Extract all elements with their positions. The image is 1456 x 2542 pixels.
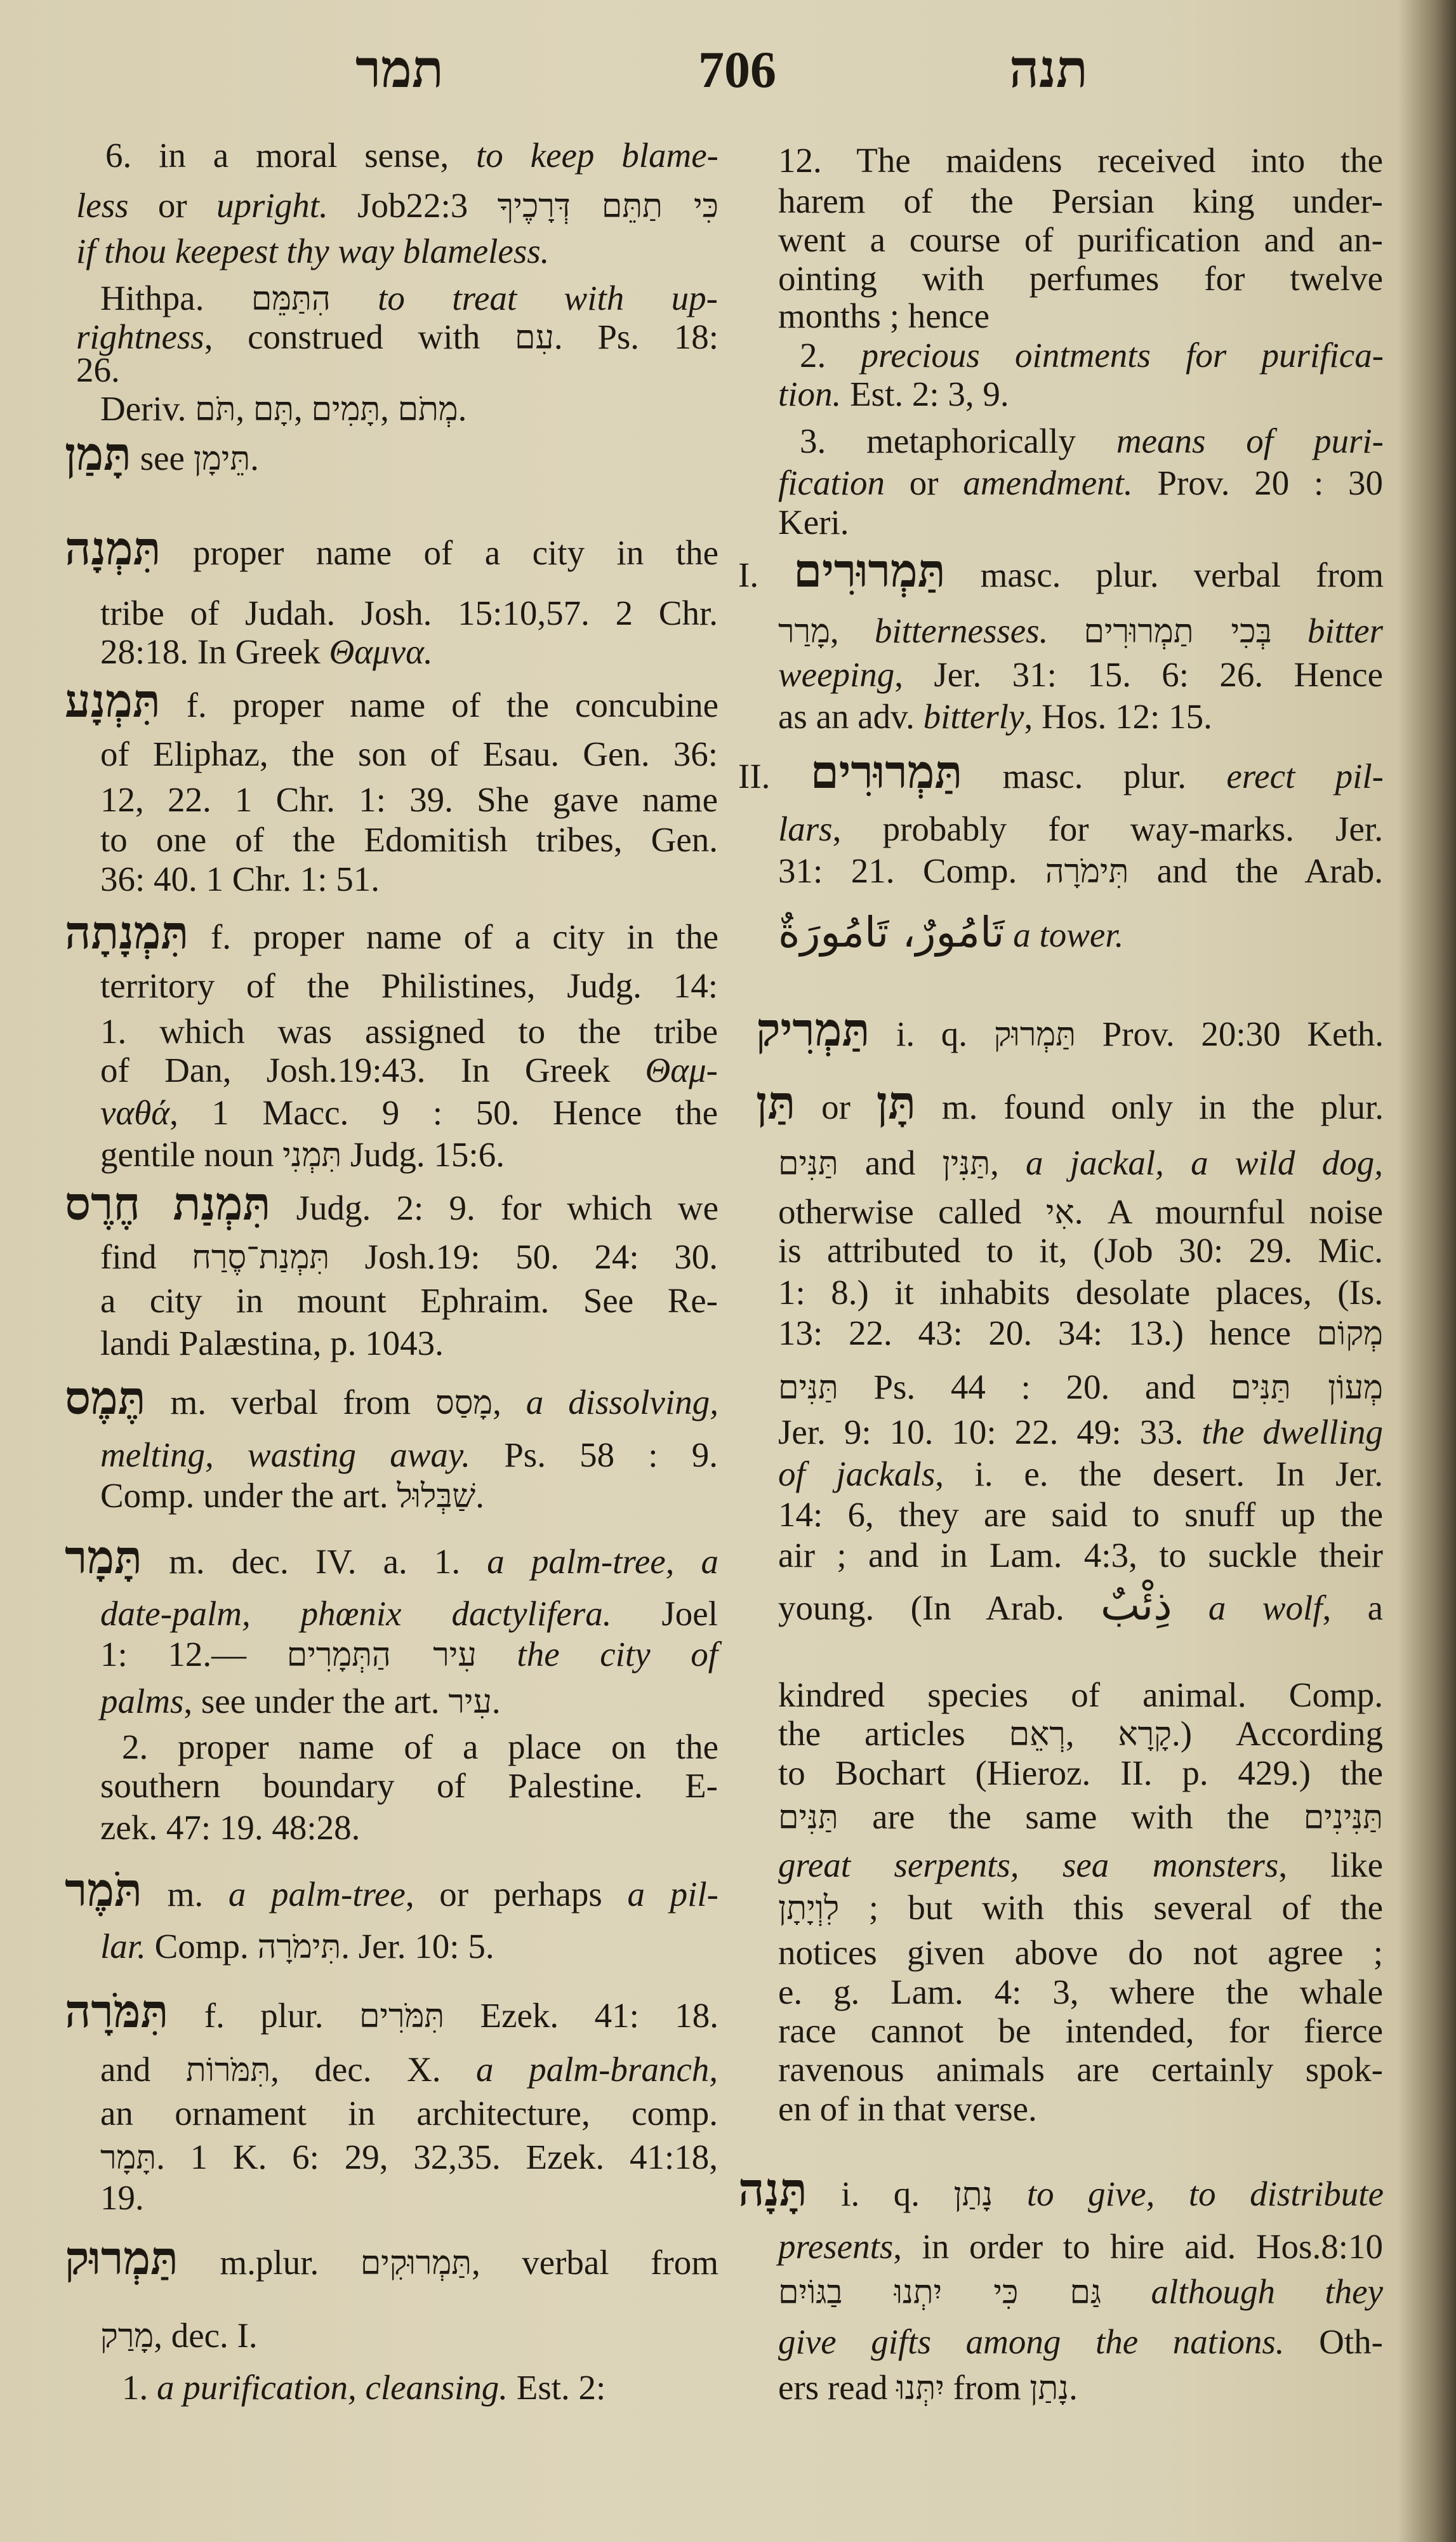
text: . — [458, 389, 467, 428]
text: f. plur. — [168, 1996, 359, 2035]
hebrew-text: תָּם — [253, 390, 294, 429]
hebrew-text: הִתַּמֵּם — [251, 280, 331, 318]
text: , — [294, 389, 312, 428]
left-column-line — [100, 383, 718, 434]
text: Comp. under the art. — [100, 1476, 397, 1515]
text: went a course of purification and an- — [778, 220, 1383, 259]
left-column-line — [100, 2173, 718, 2223]
italic-text: a palm-branch, — [476, 2050, 718, 2089]
headword: תָּמַן — [65, 427, 131, 481]
italic-text: a dissolving, — [526, 1383, 718, 1421]
text: , — [830, 611, 875, 650]
text: territory of the Philistines, Judg. 14: — [100, 966, 718, 1005]
text: Josh.19: 50. 24: 30. — [329, 1237, 718, 1276]
text: m. dec. IV. a. 1. — [142, 1542, 487, 1581]
text: 19. — [100, 2178, 144, 2217]
left-column-line — [65, 429, 718, 479]
text: young. (In Arab. — [778, 1588, 1101, 1627]
text: f. proper name of the concubine — [160, 686, 718, 724]
text: 1. which was assigned to the tribe — [100, 1012, 718, 1051]
hebrew-text: כִּי תַתֵּם דְּרָכֶיךָ — [497, 187, 718, 225]
text: southern boundary of Palestine. E- — [100, 1766, 718, 1805]
hebrew-text: תֹּם — [195, 390, 236, 429]
text: Judg. 15:6. — [341, 1135, 505, 1174]
text: otherwise called — [778, 1192, 1046, 1231]
italic-text: less — [76, 186, 129, 225]
hebrew-text: עִם — [515, 319, 554, 357]
hebrew-text: תִּמֹּרִים — [359, 1997, 445, 2035]
hebrew-text: לִוְיָתָן — [778, 1889, 840, 1927]
text: as an adv. — [778, 697, 923, 736]
text: I. — [738, 556, 794, 594]
left-column-line — [65, 1178, 718, 1229]
right-column-line — [738, 2164, 1384, 2215]
left-column-line — [65, 523, 718, 574]
italic-text: a palm-tree — [228, 1875, 406, 1913]
text: f. proper name of a city in the — [189, 917, 718, 956]
italic-text: bitternesses. — [874, 611, 1049, 650]
hebrew-text: עִיר — [448, 1683, 492, 1721]
italic-text: means of puri- — [1116, 422, 1384, 460]
text: 1. — [122, 2368, 157, 2407]
text: proper name of a city in the — [161, 533, 718, 572]
text — [1048, 611, 1083, 650]
text: , probably for way-marks. Jer. — [832, 809, 1383, 848]
headword: תַּמְרוּק — [65, 2231, 178, 2285]
italic-text: a palm-tree, a — [487, 1542, 718, 1581]
text: , a — [1322, 1588, 1384, 1627]
text: or — [128, 186, 217, 225]
right-column-line — [778, 907, 1383, 958]
left-column-line — [100, 1802, 718, 1853]
left-column-line — [100, 2044, 718, 2095]
italic-text: if thou keepest thy way blameless. — [76, 232, 550, 270]
right-column-line — [778, 2317, 1383, 2367]
text: , like — [1278, 1846, 1383, 1884]
left-column-line — [100, 627, 718, 677]
italic-text: tion. — [778, 375, 842, 413]
text: Deriv. — [100, 389, 195, 428]
italic-text: bitter — [1271, 611, 1383, 650]
left-column-line — [100, 961, 718, 1011]
left-column-line — [100, 1676, 718, 1727]
text: II. — [738, 757, 811, 795]
headword: תֹּמֶר — [65, 1863, 142, 1917]
text: 3. metaphorically — [800, 422, 1116, 460]
text: Ezek. 41: 18. — [444, 1996, 718, 2035]
text: , dec. I. — [154, 2316, 258, 2355]
italic-text: to keep blame- — [476, 136, 718, 175]
text: en of in that verse. — [778, 2089, 1037, 2128]
text: Est. 2: — [508, 2368, 606, 2407]
text: 1: 8.) it inhabits desolate places, (Is. — [778, 1273, 1383, 1312]
italic-text: bitterly — [923, 697, 1024, 736]
italic-text: date-palm, phœnix dactylifera. — [100, 1594, 612, 1633]
right-column-line — [778, 1792, 1383, 1842]
hebrew-text: קָרָא — [1118, 1715, 1172, 1753]
right-column-line — [778, 2266, 1383, 2317]
italic-text: the city of — [476, 1635, 718, 1674]
italic-text: erect pil- — [1226, 757, 1384, 795]
left-column-line — [100, 1629, 718, 1680]
left-column-line — [100, 2088, 718, 2139]
italic-text: to treat with up- — [330, 279, 718, 317]
italic-text: a wolf — [1172, 1588, 1323, 1627]
text: masc. plur. verbal from — [945, 556, 1384, 594]
headword: תִּמְנָע — [65, 674, 161, 728]
italic-text: of jackals — [778, 1454, 936, 1493]
text: 31: 21. Comp. — [778, 851, 1045, 890]
text: , in order to hire aid. Hos.8:10 — [893, 2227, 1383, 2266]
right-column-line — [778, 1308, 1383, 1359]
text: , Jer. 31: 15. 6: 26. Hence — [894, 655, 1383, 694]
text: m. verbal from — [145, 1383, 436, 1421]
text: and — [100, 2050, 186, 2089]
italic-text: upright. — [216, 186, 328, 225]
right-column-line — [778, 1530, 1383, 1581]
italic-text: a pil- — [627, 1875, 718, 1913]
text: . Ps. 18: — [553, 317, 718, 356]
text: 2. — [800, 336, 861, 375]
text: . — [250, 439, 259, 477]
hebrew-text: רְאֵם — [1009, 1715, 1066, 1753]
text: . — [475, 1476, 484, 1515]
text: , — [380, 389, 398, 428]
hebrew-text: תִּימֹרָה — [1045, 853, 1129, 891]
text: to one of the Edomitish tribes, Gen. — [100, 820, 718, 859]
left-column-line — [65, 2233, 718, 2284]
hebrew-text: אִי — [1045, 1194, 1075, 1232]
text: . — [1069, 2368, 1078, 2407]
italic-text: great serpents, sea monsters — [778, 1846, 1279, 1884]
hebrew-text: תִּימֹרָה — [257, 1928, 341, 1966]
hebrew-text: נָתַן — [1029, 2369, 1069, 2407]
left-column-line — [100, 1232, 718, 1282]
hebrew-text: תִּמְנַת־סֶרַח — [192, 1239, 330, 1277]
hebrew-text: מְתֹם — [397, 390, 458, 429]
text: , dec. X. — [270, 2050, 477, 2089]
running-head-left: תמר — [355, 41, 444, 98]
text: months ; hence — [778, 296, 989, 335]
italic-text: fication — [778, 463, 885, 502]
headword: תָּנָה — [738, 2162, 807, 2216]
headword: תֶּמֶס — [65, 1371, 146, 1425]
italic-text: Θαμ- — [645, 1051, 718, 1089]
text: from — [944, 2368, 1030, 2407]
hebrew-text: תַּנִּים — [778, 1799, 838, 1837]
text: masc. plur. — [962, 757, 1227, 795]
text: a city in mount Ephraim. See Re- — [100, 1281, 718, 1320]
hebrew-text: מָסַס — [435, 1384, 493, 1422]
left-column-line — [100, 1470, 718, 1521]
text: landi Palæstina, p. 1043. — [100, 1324, 444, 1362]
left-column-line — [100, 1129, 718, 1180]
hebrew-text: גַּם כִּי יִתְנוּ בַגּוֹיִם — [778, 2273, 1102, 2312]
text: and the Arab. — [1128, 851, 1384, 890]
text: , construed with — [204, 317, 515, 356]
headword: תָּמָר — [65, 1530, 142, 1584]
left-column-line — [100, 1921, 718, 1972]
right-column-line — [778, 1882, 1383, 1933]
headword: תִּמְנַת חֶרֶס — [65, 1176, 271, 1230]
left-column-line — [76, 180, 718, 231]
arabic-text: تَامُورٌ، تَامُورَةٌ — [778, 908, 1005, 957]
right-column-line — [778, 1362, 1383, 1413]
text: kindred species of animal. Comp. — [778, 1675, 1383, 1714]
italic-text: although they — [1101, 2272, 1383, 2311]
text: 6. in a moral sense, — [105, 136, 476, 175]
italic-text: a tower. — [1004, 915, 1124, 954]
text: i. q. — [807, 2174, 954, 2213]
left-column-line — [76, 226, 718, 277]
text: ointing with perfumes for twelve — [778, 259, 1383, 298]
left-column-line — [65, 1373, 718, 1423]
hebrew-text: תַּנִּים — [778, 1369, 838, 1407]
text: 36: 40. 1 Chr. 1: 51. — [100, 860, 380, 898]
left-column-line — [100, 2310, 718, 2361]
text: Joel — [611, 1594, 718, 1633]
text: Ps. 44 : 20. and — [838, 1367, 1231, 1406]
text: Est. 2: 3, 9. — [841, 375, 1009, 413]
italic-text: amendment. — [963, 463, 1133, 502]
text: 14: 6, they are said to snuff up the — [778, 1495, 1383, 1534]
hebrew-text: מְעוֹן תַּנִּים — [1231, 1369, 1383, 1407]
left-column-line — [122, 2362, 718, 2413]
hebrew-text: מְקוֹם — [1316, 1315, 1383, 1353]
page-number: 706 — [698, 41, 776, 98]
right-column-line — [778, 497, 1383, 548]
headword: תִּמֹּרָה — [65, 1984, 169, 2038]
right-column-line — [778, 606, 1383, 656]
left-column-line — [65, 675, 718, 726]
hebrew-text: תָּמָר — [100, 2139, 157, 2177]
text: Comp. — [145, 1927, 258, 1966]
text: Prov. 20 : 30 — [1132, 463, 1383, 502]
hebrew-text: שַׁבְּלוּל — [397, 1477, 476, 1515]
text: 1: 12.— — [100, 1635, 287, 1674]
text: of Eliphaz, the son of Esau. Gen. 36: — [100, 735, 718, 773]
hebrew-text: תֵּימָן — [193, 440, 251, 478]
left-column-line — [105, 130, 718, 181]
text: . A mournful noise — [1074, 1192, 1383, 1231]
italic-text: lar. — [100, 1927, 146, 1966]
text: , or perhaps — [405, 1875, 628, 1913]
text: i. q. — [870, 1015, 994, 1053]
text: ravenous animals are certainly spok- — [778, 2050, 1383, 2089]
headword: תָּן — [876, 1075, 917, 1129]
text: harem of the Persian king under- — [778, 182, 1383, 220]
right-column-line — [778, 2362, 1383, 2413]
italic-text: melting, wasting away. — [100, 1435, 471, 1474]
right-column-line — [738, 747, 1384, 797]
left-column-line — [65, 1865, 718, 1915]
hebrew-text: תַּמְרוּקִים — [360, 2244, 472, 2282]
headword: תַּמְרוּרִים — [810, 745, 963, 799]
text: , see under the art. — [183, 1682, 449, 1720]
right-column-line — [778, 1580, 1383, 1631]
left-column-line — [65, 1532, 718, 1583]
text: . Jer. 10: 5. — [341, 1927, 494, 1966]
text: or — [795, 1088, 877, 1126]
text: to Bochart (Hieroz. II. p. 429.) the — [778, 1753, 1383, 1792]
text: 26. — [76, 350, 120, 389]
text: or — [885, 463, 963, 502]
text: , verbal from — [471, 2243, 718, 2282]
italic-text: a purification, cleansing. — [157, 2368, 508, 2407]
headword: תַּמְרִיק — [756, 1002, 870, 1056]
text: 12. The maidens received into the — [778, 141, 1383, 180]
text: , — [493, 1383, 526, 1421]
text: and — [838, 1143, 943, 1182]
text: see — [131, 439, 194, 477]
text: Ps. 58 : 9. — [470, 1435, 718, 1474]
italic-text: Θαμνα. — [329, 632, 433, 671]
text: m. — [142, 1875, 228, 1913]
hebrew-text: תָּמִים — [311, 390, 381, 429]
italic-text: rightness — [76, 317, 204, 356]
text: of Dan, Josh.19:43. In Greek — [100, 1051, 645, 1089]
right-column-line — [756, 1004, 1384, 1055]
text: air ; and in Lam. 4:3, to suckle their — [778, 1536, 1383, 1574]
right-column-line — [738, 545, 1384, 596]
right-column-line — [778, 1138, 1383, 1188]
hebrew-text: תִּמְנִי — [282, 1136, 342, 1175]
italic-text: lars — [778, 809, 833, 848]
text: m. found only in the plur. — [916, 1088, 1384, 1126]
text: notices given above do not agree ; — [778, 1933, 1383, 1972]
text: is attributed to it, (Job 30: 29. Mic. — [778, 1231, 1383, 1270]
text: e. g. Lam. 4: 3, where the whale — [778, 1973, 1383, 2011]
headword: תִּמְנָתָה — [65, 905, 189, 959]
text: Judg. 2: 9. for which we — [270, 1188, 718, 1227]
text: ers read — [778, 2368, 897, 2407]
left-column-line — [100, 1318, 718, 1369]
text: are the same with the — [838, 1797, 1304, 1836]
italic-text: to give, to distribute — [993, 2174, 1384, 2213]
text: . 1 K. 6: 29, 32,35. Ezek. 41:18, — [156, 2138, 718, 2176]
italic-text: presents — [778, 2227, 894, 2266]
hebrew-text: עִיר הַתְּמָרִים — [286, 1636, 477, 1674]
right-column-line — [778, 1748, 1383, 1799]
italic-text: the dwelling — [1201, 1413, 1383, 1451]
headword: תִּמְנָה — [65, 521, 161, 575]
hebrew-text: תַּנִּים — [778, 1145, 838, 1183]
text: .) According — [1171, 1714, 1383, 1753]
arabic-text: ذِئْبٌ — [1101, 1581, 1172, 1630]
italic-text: palms — [100, 1682, 184, 1720]
hebrew-text: תַּנִּינִים — [1303, 1799, 1383, 1837]
text: , — [235, 389, 253, 428]
right-column-line — [778, 691, 1383, 742]
text: 2. proper name of a place on the — [122, 1727, 718, 1766]
text: m.plur. — [178, 2243, 361, 2282]
right-column-line — [778, 2221, 1383, 2272]
italic-text: precious ointments for purifica- — [861, 336, 1384, 375]
text: race cannot be intended, for fierce — [778, 2011, 1383, 2050]
hebrew-text: נָתַן — [953, 2176, 993, 2214]
text: 28:18. In Greek — [100, 632, 329, 671]
text: Job22:3 — [328, 186, 498, 225]
text: Prov. 20:30 Keth. — [1075, 1015, 1384, 1053]
text: . — [491, 1682, 501, 1720]
italic-text: ναθά — [100, 1093, 170, 1132]
text: an ornament in architecture, comp. — [100, 2094, 718, 2133]
text: Oth- — [1284, 2322, 1383, 2361]
headword: תַּמְרוּרִים — [793, 543, 946, 597]
text: Jer. 9: 10. 10: 22. 49: 33. — [778, 1413, 1202, 1451]
text: , i. e. the desert. In Jer. — [935, 1454, 1384, 1493]
headword: תַּן — [756, 1075, 796, 1129]
right-column-line — [778, 2084, 1383, 2134]
italic-text: a jackal, a wild dog, — [1026, 1143, 1383, 1182]
left-column-line — [100, 729, 718, 780]
text: , Hos. 12: 15. — [1024, 697, 1212, 736]
hebrew-text: יִתְּנוּ — [896, 2369, 944, 2407]
left-column-line — [65, 1986, 718, 2037]
left-column-line — [65, 907, 718, 958]
italic-text: give gifts among the nations. — [778, 2322, 1285, 2361]
hebrew-text: תִּמֹּרוֹת — [185, 2051, 271, 2089]
text: 13: 22. 43: 20. 34: 13.) hence — [778, 1314, 1317, 1352]
text: , — [990, 1143, 1026, 1182]
italic-text: weeping — [778, 655, 895, 694]
right-column-line — [778, 369, 1383, 420]
text: Hithpa. — [100, 279, 251, 317]
hebrew-text: מָרַק — [100, 2317, 154, 2355]
right-column-line — [778, 846, 1383, 896]
text: zek. 47: 19. 48:28. — [100, 1808, 361, 1847]
text: ; but with this several of the — [839, 1888, 1383, 1927]
hebrew-text: תַּנִּין — [942, 1145, 991, 1183]
text: 12, 22. 1 Chr. 1: 39. She gave name — [100, 780, 718, 819]
right-column-line — [756, 1077, 1384, 1128]
text: , 1 Macc. 9 : 50. Hence the — [169, 1093, 718, 1132]
text: , — [1065, 1714, 1118, 1753]
hebrew-text: מָרַר — [778, 613, 830, 651]
text: find — [100, 1237, 192, 1276]
left-column-line — [100, 854, 718, 905]
text: tribe of Judah. Josh. 15:10,57. 2 Chr. — [100, 594, 718, 632]
text: the articles — [778, 1714, 1009, 1753]
hebrew-text: בְּכִי תַמְרוּרִים — [1083, 613, 1272, 651]
text: gentile noun — [100, 1135, 283, 1174]
running-head-right: תנה — [1009, 41, 1088, 98]
text: Keri. — [778, 503, 849, 542]
hebrew-text: תַּמְרוּק — [993, 1016, 1076, 1054]
